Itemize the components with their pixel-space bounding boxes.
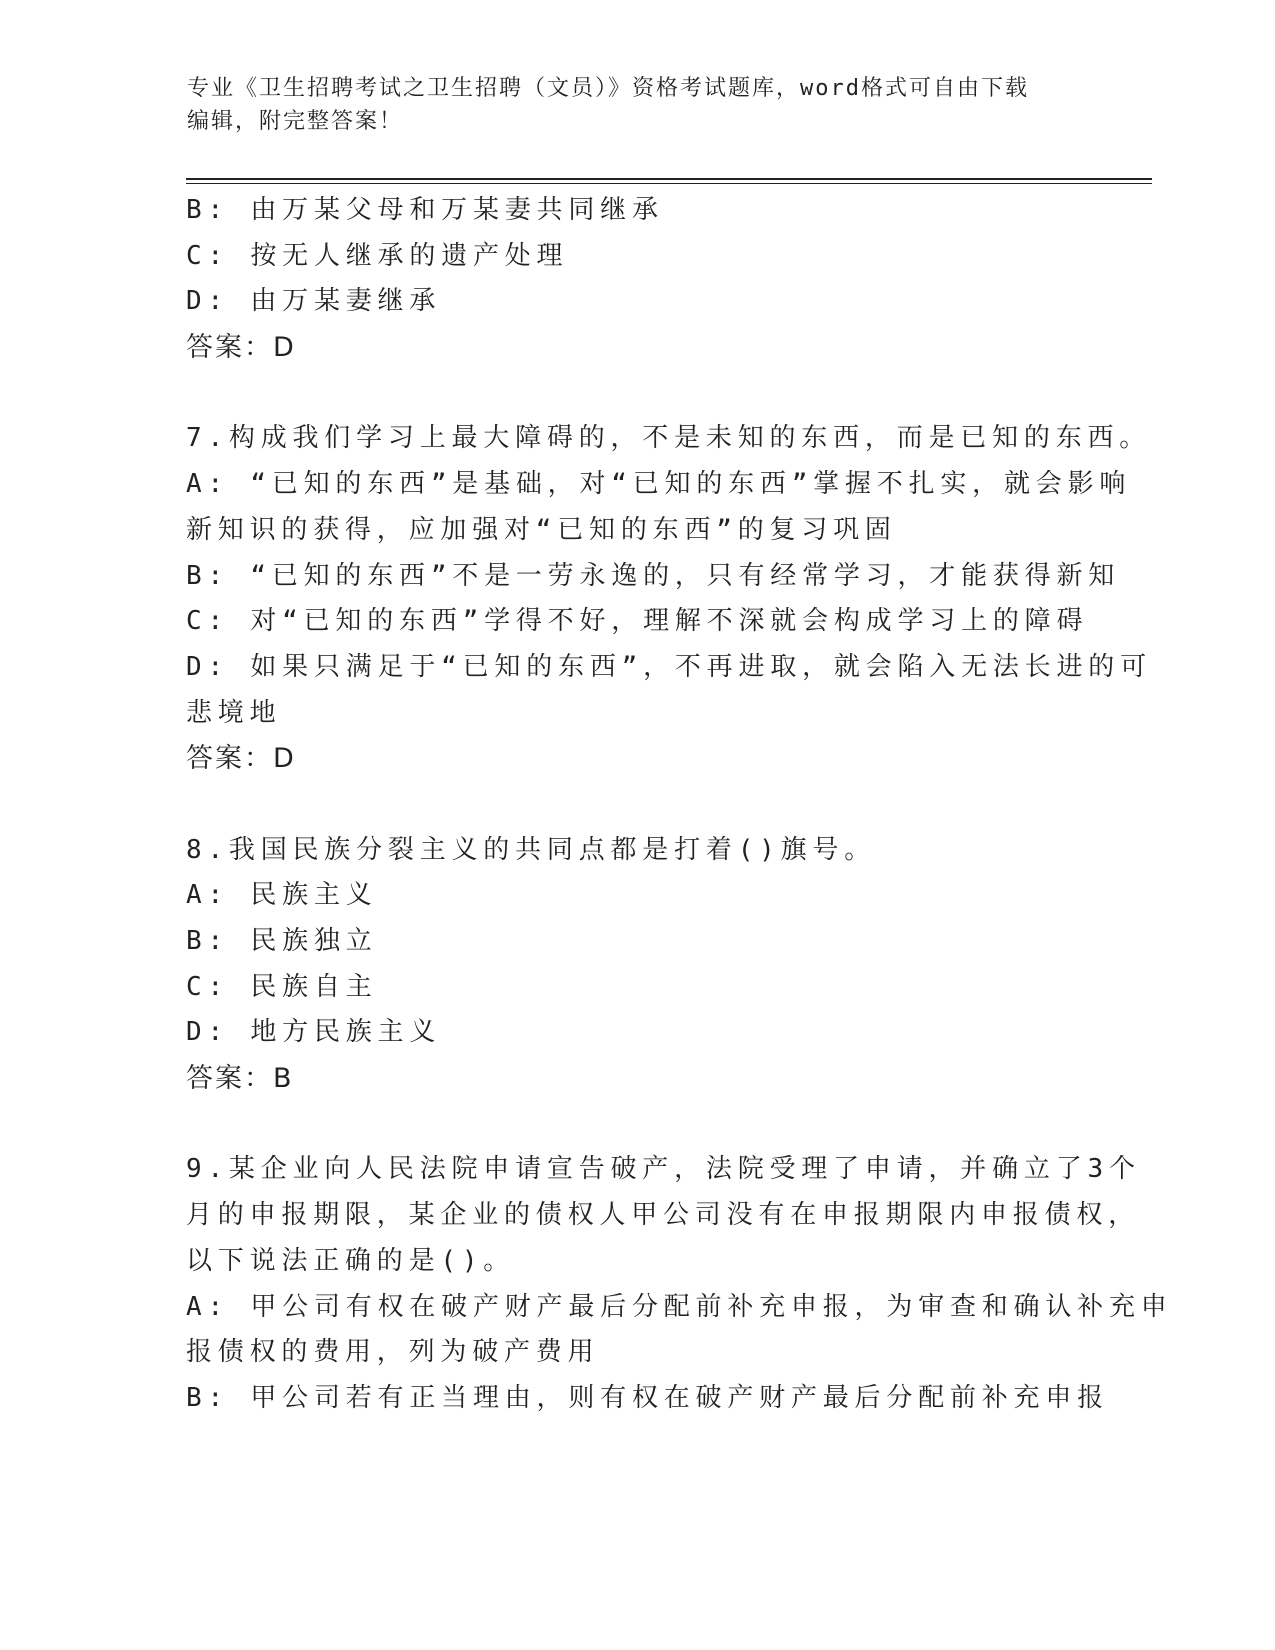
spacer <box>186 1102 1086 1148</box>
question-stem-continued: 以下说法正确的是()。 <box>186 1245 516 1276</box>
question-7 <box>186 416 1152 782</box>
question-stem: 8.我国民族分裂主义的共同点都是打着()旗号。 <box>186 834 877 865</box>
option-a-continued: 新知识的获得，应加强对“已知的东西”的复习巩固 <box>186 514 897 545</box>
option-b: B: 民族独立 <box>186 926 378 956</box>
option-c: C: 民族自主 <box>186 971 378 1002</box>
question-stem: 7.构成我们学习上最大障碍的，不是未知的东西，而是已知的东西。 <box>186 423 1152 454</box>
option-d-continued: 悲境地 <box>186 697 282 728</box>
question-stem: 9.某企业向人民法院申请宣告破产，法院受理了申请，并确立了3个 <box>186 1154 1141 1185</box>
option-b: B: 甲公司若有正当理由，则有权在破产财产最后分配前补充申报 <box>186 1382 1109 1413</box>
option-b: B: “已知的东西”不是一劳永逸的，只有经常学习，才能获得新知 <box>186 560 1121 591</box>
header-rule-thin <box>186 183 1152 184</box>
answer: 答案：D <box>186 332 296 364</box>
question-9 <box>186 1147 1173 1421</box>
document-header <box>187 72 1087 138</box>
spacer <box>186 371 1086 417</box>
option-a: A: 民族主义 <box>186 880 378 911</box>
option-d: D: 由万某妻继承 <box>186 286 442 317</box>
spacer <box>186 782 1086 828</box>
option-b: B: 由万某父母和万某妻共同继承 <box>186 195 664 225</box>
option-c: C: 按无人继承的遗产处理 <box>186 240 569 271</box>
question-stem-continued: 月的申报期限，某企业的债权人甲公司没有在申报期限内申报债权， <box>186 1200 1141 1231</box>
option-a: A: 甲公司有权在破产财产最后分配前补充申报，为审查和确认补充申 <box>186 1291 1173 1322</box>
question-list <box>186 188 1173 1422</box>
option-d: D: 地方民族主义 <box>186 1017 442 1048</box>
header-rule-thick <box>186 178 1152 180</box>
option-c: C: 对“已知的东西”学得不好，理解不深就会构成学习上的障碍 <box>186 606 1089 637</box>
answer: 答案：B <box>186 1063 294 1095</box>
question-8 <box>186 828 1086 1102</box>
option-a-continued: 报债权的费用，列为破产费用 <box>186 1337 600 1368</box>
header-line-2: 编辑，附完整答案！ <box>187 109 404 134</box>
option-d: D: 如果只满足于“已知的东西”，不再进取，就会陷入无法长进的可 <box>186 651 1152 682</box>
option-a: A: “已知的东西”是基础，对“已知的东西”掌握不扎实，就会影响 <box>186 469 1132 500</box>
question-6-tail <box>186 188 1086 371</box>
header-line-1: 专业《卫生招聘考试之卫生招聘（文员）》资格考试题库，word格式可自由下载 <box>187 76 1029 101</box>
answer: 答案：D <box>186 743 296 775</box>
